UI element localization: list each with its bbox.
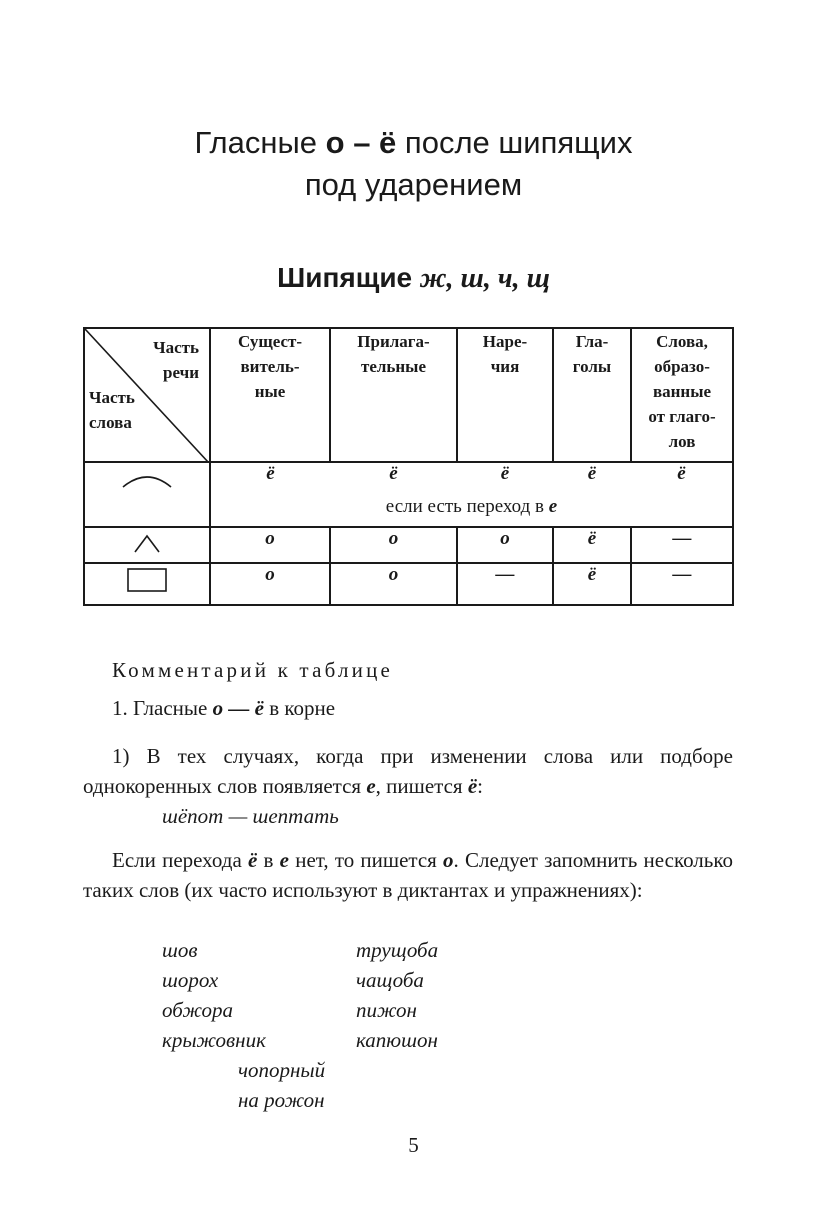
table-cell: о: [330, 527, 457, 563]
table-cell: о: [330, 563, 457, 605]
transition-note: если есть переход в е: [210, 496, 733, 527]
table-cell: ё: [553, 462, 631, 496]
list-item: чащоба: [356, 968, 424, 992]
col-header-nouns: Сущест- витель- ные: [210, 328, 330, 462]
page-title-line2: под ударением: [304, 167, 523, 202]
table-row-ending: [84, 462, 733, 496]
table-cell: ё: [210, 462, 330, 496]
list-item: шов: [162, 938, 198, 962]
paragraph-2: Если перехода ё в е нет, то пишется о. Следует запомнить несколько таких слов (их часто используют в диктантах и упражнениях):: [83, 848, 733, 902]
col-header-verbal-words: Слова, образо- ванные от глаго- лов: [631, 328, 733, 462]
table-header-row: [84, 328, 733, 462]
corner-label-part-of-speech: Часть речи: [153, 338, 199, 382]
table-cell: ё: [457, 462, 553, 496]
table-cell: о: [210, 563, 330, 605]
example-line: шёпот — шептать: [162, 804, 339, 828]
word-list-column-2: [356, 935, 438, 1055]
table-cell: ё: [631, 462, 733, 496]
section-heading: 1. Гласные о — ё в корне: [112, 696, 336, 720]
table-cell: —: [457, 563, 553, 605]
ending-symbol-cell: [84, 462, 210, 527]
suffix-symbol-cell: [84, 527, 210, 563]
table-row-suffix: [84, 527, 733, 563]
list-item: шорох: [162, 968, 219, 992]
corner-cell: [84, 328, 210, 462]
list-item: крыжовник: [162, 1028, 266, 1052]
list-item: пижон: [356, 998, 417, 1022]
paragraph-1: 1) В тех случаях, когда при изменении слова или подборе однокоренных слов появляется е, пишется ё:: [83, 744, 733, 798]
table-cell: —: [631, 527, 733, 563]
col-header-adjectives: Прилага- тельные: [330, 328, 457, 462]
word-list-column-1: [162, 935, 266, 1055]
list-item: чопорный: [238, 1058, 326, 1082]
table-subtitle: Шипящие ж, ш, ч, щ: [277, 262, 550, 294]
ending-symbol-icon: [117, 463, 177, 493]
root-symbol-cell: [84, 563, 210, 605]
table-row-root: [84, 563, 733, 605]
table-cell: о: [457, 527, 553, 563]
page-title: Гласные о – ё после шипящих: [194, 125, 633, 160]
table-cell: ё: [553, 527, 631, 563]
list-item: капюшон: [356, 1028, 438, 1052]
table-cell: ё: [330, 462, 457, 496]
page-number: 5: [408, 1133, 419, 1157]
col-header-adverbs: Наре- чия: [457, 328, 553, 462]
list-item: на рожон: [238, 1088, 325, 1112]
suffix-symbol-icon: [127, 528, 167, 556]
root-symbol-icon: [123, 564, 171, 596]
table-cell: ё: [553, 563, 631, 605]
comment-heading: Комментарий к таблице: [112, 658, 394, 682]
corner-label-part-of-word: Часть слова: [89, 388, 135, 432]
list-item: трущоба: [356, 938, 439, 962]
table-cell: о: [210, 527, 330, 563]
rules-table: [83, 327, 734, 606]
word-list-column-3: [238, 1055, 325, 1115]
table-cell: —: [631, 563, 733, 605]
col-header-verbs: Гла- голы: [553, 328, 631, 462]
list-item: обжора: [162, 998, 234, 1022]
